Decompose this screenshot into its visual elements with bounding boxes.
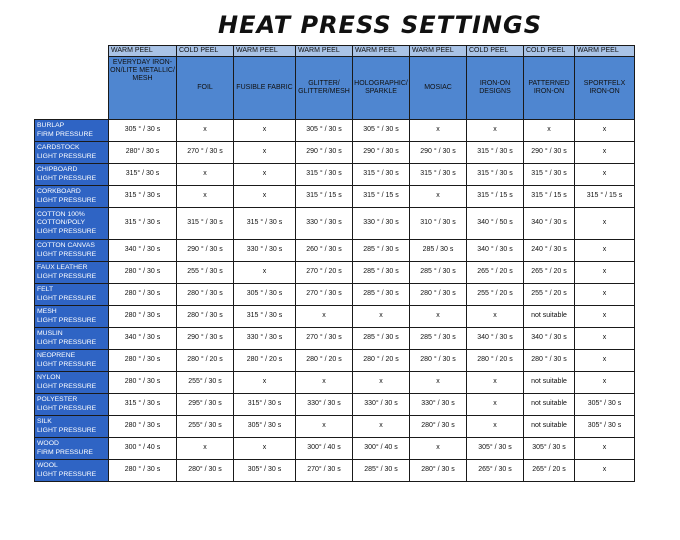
setting-cell: x (410, 372, 467, 394)
setting-cell: x (177, 164, 234, 186)
setting-cell: x (410, 120, 467, 142)
table-row (35, 284, 635, 306)
setting-cell: 265 ° / 20 s (467, 262, 524, 284)
setting-cell: 285 ° / 30 s (353, 262, 410, 284)
setting-cell: 270 ° / 30 s (296, 328, 353, 350)
pressure-label: LIGHT PRESSURE (37, 360, 97, 368)
setting-cell: 315 ° / 30 s (234, 306, 296, 328)
pressure-label: LIGHT PRESSURE (37, 250, 97, 258)
setting-cell: 290 ° / 30 s (353, 142, 410, 164)
setting-cell: x (353, 306, 410, 328)
setting-cell: 310 ° / 30 s (410, 208, 467, 240)
row-header (35, 438, 109, 460)
table-row (35, 240, 635, 262)
setting-cell: 285 ° / 30 s (353, 284, 410, 306)
table-row (35, 262, 635, 284)
setting-cell: x (234, 372, 296, 394)
setting-cell: 280 ° / 30 s (109, 416, 177, 438)
setting-cell: x (177, 438, 234, 460)
setting-cell: 280° / 30 s (109, 142, 177, 164)
row-header (35, 142, 109, 164)
setting-cell: 270 ° / 30 s (296, 284, 353, 306)
row-header (35, 416, 109, 438)
setting-cell: 290 ° / 30 s (410, 142, 467, 164)
row-header (35, 284, 109, 306)
pressure-label: LIGHT PRESSURE (37, 174, 97, 182)
setting-cell: not suitable (524, 306, 575, 328)
setting-cell: 340 ° / 30 s (467, 240, 524, 262)
setting-cell: 290 ° / 30 s (296, 142, 353, 164)
base-material-label: FAUX LEATHER (37, 264, 88, 272)
setting-cell: 305° / 30 s (575, 416, 635, 438)
setting-cell: 315 ° / 30 s (467, 142, 524, 164)
table-row (35, 394, 635, 416)
table-row (35, 120, 635, 142)
base-material-label: FELT (37, 286, 54, 294)
setting-cell: 305 ° / 30 s (109, 120, 177, 142)
setting-cell: 280 ° / 20 s (353, 350, 410, 372)
peel-type-cell: COLD PEEL (177, 46, 234, 57)
setting-cell: 255 ° / 20 s (467, 284, 524, 306)
peel-type-cell: WARM PEEL (234, 46, 296, 57)
setting-cell: x (467, 416, 524, 438)
pressure-label: LIGHT PRESSURE (37, 338, 97, 346)
setting-cell: 280° / 30 s (410, 416, 467, 438)
setting-cell: 285 ° / 30 s (353, 328, 410, 350)
pressure-label: LIGHT PRESSURE (37, 426, 97, 434)
setting-cell: 280 ° / 30 s (109, 262, 177, 284)
setting-cell: 315 ° / 30 s (467, 164, 524, 186)
setting-cell: 290 ° / 30 s (177, 328, 234, 350)
setting-cell: 330 ° / 30 s (353, 208, 410, 240)
peel-type-cell: WARM PEEL (296, 46, 353, 57)
setting-cell: 305 ° / 30 s (234, 284, 296, 306)
table-row (35, 142, 635, 164)
material-header: PATTERNED IRON-ON (524, 57, 575, 120)
peel-type-cell: COLD PEEL (467, 46, 524, 57)
table-row (35, 438, 635, 460)
table-row (35, 372, 635, 394)
setting-cell: 280 ° / 30 s (177, 306, 234, 328)
setting-cell: x (575, 284, 635, 306)
material-header-row (35, 57, 635, 120)
setting-cell: x (296, 372, 353, 394)
setting-cell: 285 ° / 30 s (353, 240, 410, 262)
pressure-label: LIGHT PRESSURE (37, 227, 97, 235)
table-row (35, 164, 635, 186)
setting-cell: x (234, 262, 296, 284)
table-row (35, 416, 635, 438)
setting-cell: 280 ° / 20 s (467, 350, 524, 372)
setting-cell: 240 ° / 30 s (524, 240, 575, 262)
setting-cell: 315 ° / 30 s (109, 186, 177, 208)
setting-cell: 340 ° / 30 s (109, 240, 177, 262)
setting-cell: 340 ° / 30 s (467, 328, 524, 350)
pressure-label: LIGHT PRESSURE (37, 404, 97, 412)
setting-cell: 290 ° / 30 s (524, 142, 575, 164)
setting-cell: 280 ° / 30 s (109, 350, 177, 372)
setting-cell: not suitable (524, 372, 575, 394)
setting-cell: 300° / 40 s (296, 438, 353, 460)
setting-cell: 280 ° / 30 s (524, 350, 575, 372)
setting-cell: x (467, 120, 524, 142)
row-header (35, 460, 109, 482)
setting-cell: 330 ° / 30 s (296, 208, 353, 240)
setting-cell: x (575, 262, 635, 284)
setting-cell: 280 ° / 30 s (410, 284, 467, 306)
row-header (35, 262, 109, 284)
setting-cell: 280 ° / 30 s (109, 460, 177, 482)
pressure-label: FIRM PRESSURE (37, 448, 93, 456)
setting-cell: 280 ° / 20 s (296, 350, 353, 372)
setting-cell: 280 ° / 30 s (109, 372, 177, 394)
setting-cell: x (177, 186, 234, 208)
base-material-label: POLYESTER (37, 396, 78, 404)
page-title: HEAT PRESS SETTINGS (218, 11, 542, 39)
setting-cell: x (575, 438, 635, 460)
row-header (35, 164, 109, 186)
setting-cell: 285° / 30 s (353, 460, 410, 482)
setting-cell: x (575, 372, 635, 394)
setting-cell: 315 ° / 15 s (575, 186, 635, 208)
setting-cell: x (234, 120, 296, 142)
setting-cell: x (177, 120, 234, 142)
setting-cell: x (575, 460, 635, 482)
setting-cell: 305 ° / 30 s (296, 120, 353, 142)
setting-cell: 315 ° / 15 s (467, 186, 524, 208)
setting-cell: not suitable (524, 416, 575, 438)
setting-cell: 280 ° / 30 s (410, 350, 467, 372)
setting-cell: 315 ° / 30 s (177, 208, 234, 240)
setting-cell: 315 ° / 30 s (109, 394, 177, 416)
base-material-label: SILK (37, 418, 52, 426)
setting-cell: 340 ° / 30 s (524, 328, 575, 350)
base-material-label: COTTON CANVAS (37, 242, 95, 250)
heat-press-table (34, 45, 635, 482)
material-header: SPORTFELX IRON-ON (575, 57, 635, 120)
setting-cell: 285 ° / 30 s (410, 328, 467, 350)
setting-cell: 305° / 30 s (524, 438, 575, 460)
material-header: FUSIBLE FABRIC (234, 57, 296, 120)
row-header (35, 208, 109, 240)
setting-cell: x (575, 240, 635, 262)
setting-cell: 280° / 30 s (177, 460, 234, 482)
row-header (35, 240, 109, 262)
setting-cell: 315 ° / 30 s (524, 164, 575, 186)
table-row (35, 208, 635, 240)
setting-cell: x (575, 164, 635, 186)
setting-cell: 330° / 30 s (296, 394, 353, 416)
table-row (35, 306, 635, 328)
row-header (35, 350, 109, 372)
table-row (35, 460, 635, 482)
setting-cell: 305° / 30 s (575, 394, 635, 416)
setting-cell: 255 ° / 20 s (524, 284, 575, 306)
setting-cell: x (467, 306, 524, 328)
setting-cell: 305° / 30 s (234, 416, 296, 438)
base-material-label: MUSLIN (37, 330, 63, 338)
setting-cell: 280 ° / 30 s (109, 306, 177, 328)
setting-cell: 315 ° / 15 s (524, 186, 575, 208)
setting-cell: x (353, 372, 410, 394)
base-material-label: CORKBOARD (37, 188, 81, 196)
row-header (35, 328, 109, 350)
material-header: HOLOGRAPHIC/ SPARKLE (353, 57, 410, 120)
base-material-label: WOOD (37, 440, 59, 448)
setting-cell: 340 ° / 30 s (524, 208, 575, 240)
setting-cell: 330 ° / 30 s (234, 328, 296, 350)
setting-cell: 315 ° / 15 s (353, 186, 410, 208)
material-header: GLITTER/ GLITTER/MESH (296, 57, 353, 120)
table-row (35, 328, 635, 350)
setting-cell: 315 ° / 30 s (234, 208, 296, 240)
setting-cell: x (575, 328, 635, 350)
base-material-label: NYLON (37, 374, 61, 382)
setting-cell: x (575, 120, 635, 142)
pressure-label: LIGHT PRESSURE (37, 316, 97, 324)
pressure-label: FIRM PRESSURE (37, 130, 93, 138)
peel-type-cell: WARM PEEL (353, 46, 410, 57)
setting-cell: 280 ° / 20 s (234, 350, 296, 372)
setting-cell: 330° / 30 s (410, 394, 467, 416)
setting-cell: 315° / 30 s (109, 164, 177, 186)
table-row (35, 350, 635, 372)
base-material-label: CHIPBOARD (37, 166, 78, 174)
setting-cell: x (234, 438, 296, 460)
setting-cell: 285 / 30 s (410, 240, 467, 262)
setting-cell: x (353, 416, 410, 438)
setting-cell: 315° / 30 s (234, 394, 296, 416)
row-header (35, 394, 109, 416)
setting-cell: 255° / 30 s (177, 416, 234, 438)
row-header (35, 306, 109, 328)
base-material-label: BURLAP (37, 122, 65, 130)
material-header: MOSIAC (410, 57, 467, 120)
setting-cell: 340 ° / 50 s (467, 208, 524, 240)
row-header (35, 186, 109, 208)
setting-cell: x (234, 186, 296, 208)
pressure-label: LIGHT PRESSURE (37, 382, 97, 390)
base-material-label: COTTON 100% COTTON/POLY (37, 210, 86, 227)
setting-cell: 285 ° / 30 s (410, 262, 467, 284)
setting-cell: 305° / 30 s (234, 460, 296, 482)
setting-cell: x (467, 372, 524, 394)
setting-cell: x (234, 164, 296, 186)
setting-cell: 305 ° / 30 s (353, 120, 410, 142)
setting-cell: 315 ° / 30 s (109, 208, 177, 240)
material-header: IRON-ON DESIGNS (467, 57, 524, 120)
setting-cell: 305° / 30 s (467, 438, 524, 460)
setting-cell: x (234, 142, 296, 164)
table-row (35, 186, 635, 208)
setting-cell: 300 ° / 40 s (109, 438, 177, 460)
material-header: EVERYDAY IRON-ON/LITE METALLIC/ MESH (109, 57, 177, 120)
setting-cell: 290 ° / 30 s (177, 240, 234, 262)
setting-cell: 340 ° / 30 s (109, 328, 177, 350)
setting-cell: 260 ° / 30 s (296, 240, 353, 262)
setting-cell: 265 ° / 20 s (524, 262, 575, 284)
setting-cell: 270 ° / 30 s (177, 142, 234, 164)
pressure-label: LIGHT PRESSURE (37, 470, 97, 478)
setting-cell: 270° / 30 s (296, 460, 353, 482)
pressure-label: LIGHT PRESSURE (37, 196, 97, 204)
row-header (35, 120, 109, 142)
setting-cell: 280 ° / 30 s (109, 284, 177, 306)
base-material-label: NEOPRENE (37, 352, 76, 360)
setting-cell: 280° / 30 s (410, 460, 467, 482)
peel-type-cell: WARM PEEL (575, 46, 635, 57)
setting-cell: x (410, 186, 467, 208)
setting-cell: 265° / 30 s (467, 460, 524, 482)
setting-cell: x (575, 208, 635, 240)
setting-cell: x (467, 394, 524, 416)
pressure-label: LIGHT PRESSURE (37, 294, 97, 302)
setting-cell: 315 ° / 15 s (296, 186, 353, 208)
base-material-label: MESH (37, 308, 57, 316)
setting-cell: 315 ° / 30 s (353, 164, 410, 186)
setting-cell: not suitable (524, 394, 575, 416)
setting-cell: x (296, 416, 353, 438)
setting-cell: 330 ° / 30 s (234, 240, 296, 262)
pressure-label: LIGHT PRESSURE (37, 272, 97, 280)
material-header: FOIL (177, 57, 234, 120)
peel-type-cell: COLD PEEL (524, 46, 575, 57)
setting-cell: x (575, 142, 635, 164)
base-material-label: CARDSTOCK (37, 144, 80, 152)
pressure-label: LIGHT PRESSURE (37, 152, 97, 160)
setting-cell: 255° / 30 s (177, 372, 234, 394)
setting-cell: x (296, 306, 353, 328)
peel-type-cell: WARM PEEL (410, 46, 467, 57)
peel-type-cell: WARM PEEL (109, 46, 177, 57)
setting-cell: x (410, 438, 467, 460)
setting-cell: 270 ° / 20 s (296, 262, 353, 284)
setting-cell: x (410, 306, 467, 328)
setting-cell: x (575, 306, 635, 328)
setting-cell: 280 ° / 20 s (177, 350, 234, 372)
setting-cell: 315 ° / 30 s (410, 164, 467, 186)
setting-cell: x (575, 350, 635, 372)
peel-type-row (35, 46, 635, 57)
setting-cell: x (524, 120, 575, 142)
setting-cell: 315 ° / 30 s (296, 164, 353, 186)
setting-cell: 255 ° / 30 s (177, 262, 234, 284)
setting-cell: 300° / 40 s (353, 438, 410, 460)
table-corner (35, 46, 109, 120)
row-header (35, 372, 109, 394)
setting-cell: 280 ° / 30 s (177, 284, 234, 306)
setting-cell: 265° / 20 s (524, 460, 575, 482)
setting-cell: 330° / 30 s (353, 394, 410, 416)
base-material-label: WOOL (37, 462, 58, 470)
setting-cell: 295° / 30 s (177, 394, 234, 416)
